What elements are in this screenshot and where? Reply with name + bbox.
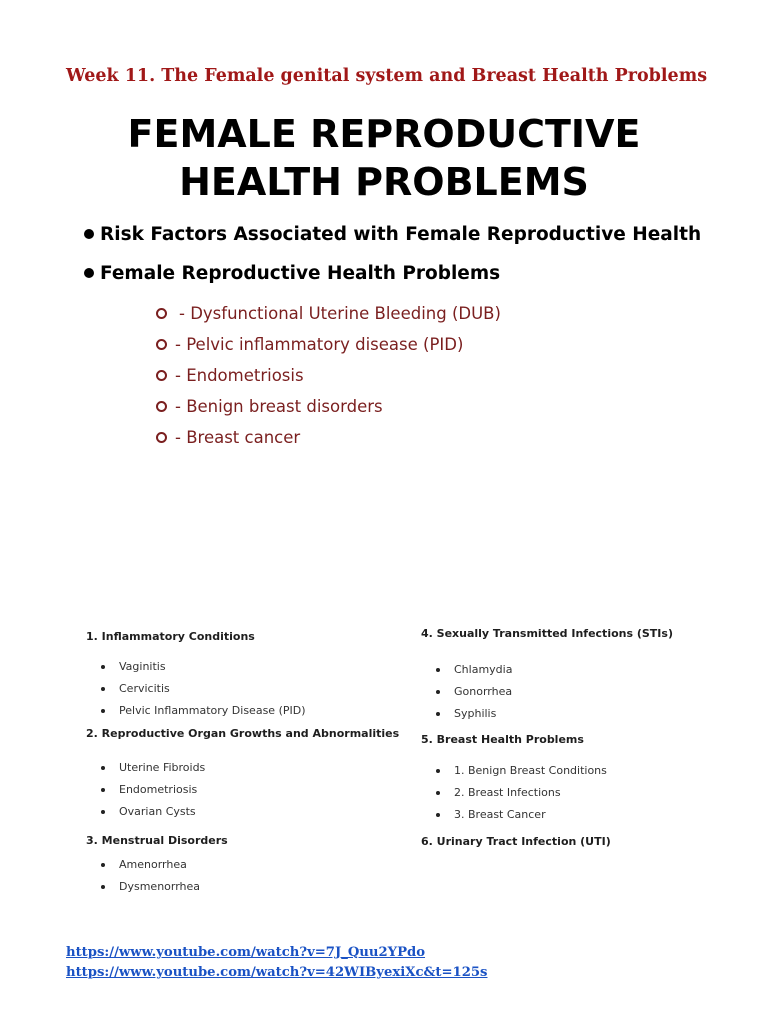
bullet-icon — [436, 791, 440, 795]
list-item: Endometriosis — [86, 779, 399, 801]
circle-bullet-icon — [156, 339, 167, 350]
bullet-icon — [436, 712, 440, 716]
list-item: 3. Breast Cancer — [421, 804, 673, 826]
sub-point-text: - Benign breast disorders — [175, 396, 383, 416]
sub-point — [156, 425, 501, 449]
bullet-icon — [101, 885, 105, 889]
conditions-left-column — [86, 630, 399, 898]
list-item: Uterine Fibroids — [86, 757, 399, 779]
list-item: 1. Benign Breast Conditions — [421, 760, 673, 782]
bullet-icon — [101, 687, 105, 691]
main-point-text: Female Reproductive Health Problems — [100, 262, 501, 284]
sub-point — [156, 301, 501, 325]
sub-point — [156, 363, 501, 387]
section-heading: 1. Inflammatory Conditions — [86, 630, 255, 643]
sub-point-text: - Endometriosis — [175, 365, 304, 385]
bullet-icon — [101, 665, 105, 669]
section-heading: 6. Urinary Tract Infection (UTI) — [421, 835, 611, 848]
section-heading: 2. Reproductive Organ Growths and Abnormalities — [86, 727, 400, 740]
list-item: Amenorrhea — [86, 854, 399, 876]
condition-list — [86, 854, 399, 898]
condition-list — [421, 760, 673, 826]
circle-bullet-icon — [156, 370, 167, 381]
week-title: Week 11. The Female genital system and Breast Health Problems — [66, 66, 708, 86]
bullet-icon — [436, 668, 440, 672]
list-item: Pelvic Inflammatory Disease (PID) — [86, 700, 399, 722]
main-point — [82, 222, 701, 246]
video-link[interactable]: https://www.youtube.com/watch?v=7J_Quu2YPdo — [66, 945, 426, 960]
video-links — [66, 943, 487, 983]
bullet-icon — [436, 813, 440, 817]
bullet-icon — [436, 690, 440, 694]
list-item: Dysmenorrhea — [86, 876, 399, 898]
section-heading: 3. Menstrual Disorders — [86, 834, 228, 847]
main-point-text: Risk Factors Associated with Female Reproductive Health — [100, 223, 702, 245]
condition-list — [86, 656, 399, 722]
list-item: Gonorrhea — [421, 681, 673, 703]
bullet-icon — [84, 229, 94, 239]
section-heading: 5. Breast Health Problems — [421, 733, 584, 746]
main-point — [82, 261, 701, 285]
sub-point-text: - Dysfunctional Uterine Bleeding (DUB) — [179, 303, 501, 323]
sub-point — [156, 394, 501, 418]
condition-list — [421, 659, 673, 725]
bullet-icon — [101, 709, 105, 713]
bullet-icon — [101, 863, 105, 867]
bullet-icon — [436, 769, 440, 773]
condition-list — [86, 757, 399, 823]
bullet-icon — [101, 810, 105, 814]
list-item: Vaginitis — [86, 656, 399, 678]
main-points-list — [82, 222, 701, 300]
video-link[interactable]: https://www.youtube.com/watch?v=42WIByexiXc&t=125s — [66, 965, 488, 980]
list-item: Chlamydia — [421, 659, 673, 681]
bullet-icon — [84, 268, 94, 278]
bullet-icon — [101, 788, 105, 792]
list-item: Ovarian Cysts — [86, 801, 399, 823]
circle-bullet-icon — [156, 308, 167, 319]
list-item: Syphilis — [421, 703, 673, 725]
sub-point — [156, 332, 501, 356]
conditions-right-column — [421, 627, 673, 849]
bullet-icon — [101, 766, 105, 770]
circle-bullet-icon — [156, 401, 167, 412]
list-item: 2. Breast Infections — [421, 782, 673, 804]
page-title: FEMALE REPRODUCTIVE HEALTH PROBLEMS — [127, 112, 641, 204]
circle-bullet-icon — [156, 432, 167, 443]
section-heading: 4. Sexually Transmitted Infections (STIs) — [421, 627, 673, 640]
sub-points-list — [156, 301, 501, 456]
list-item: Cervicitis — [86, 678, 399, 700]
sub-point-text: - Pelvic inflammatory disease (PID) — [175, 334, 464, 354]
sub-point-text: - Breast cancer — [175, 427, 301, 447]
